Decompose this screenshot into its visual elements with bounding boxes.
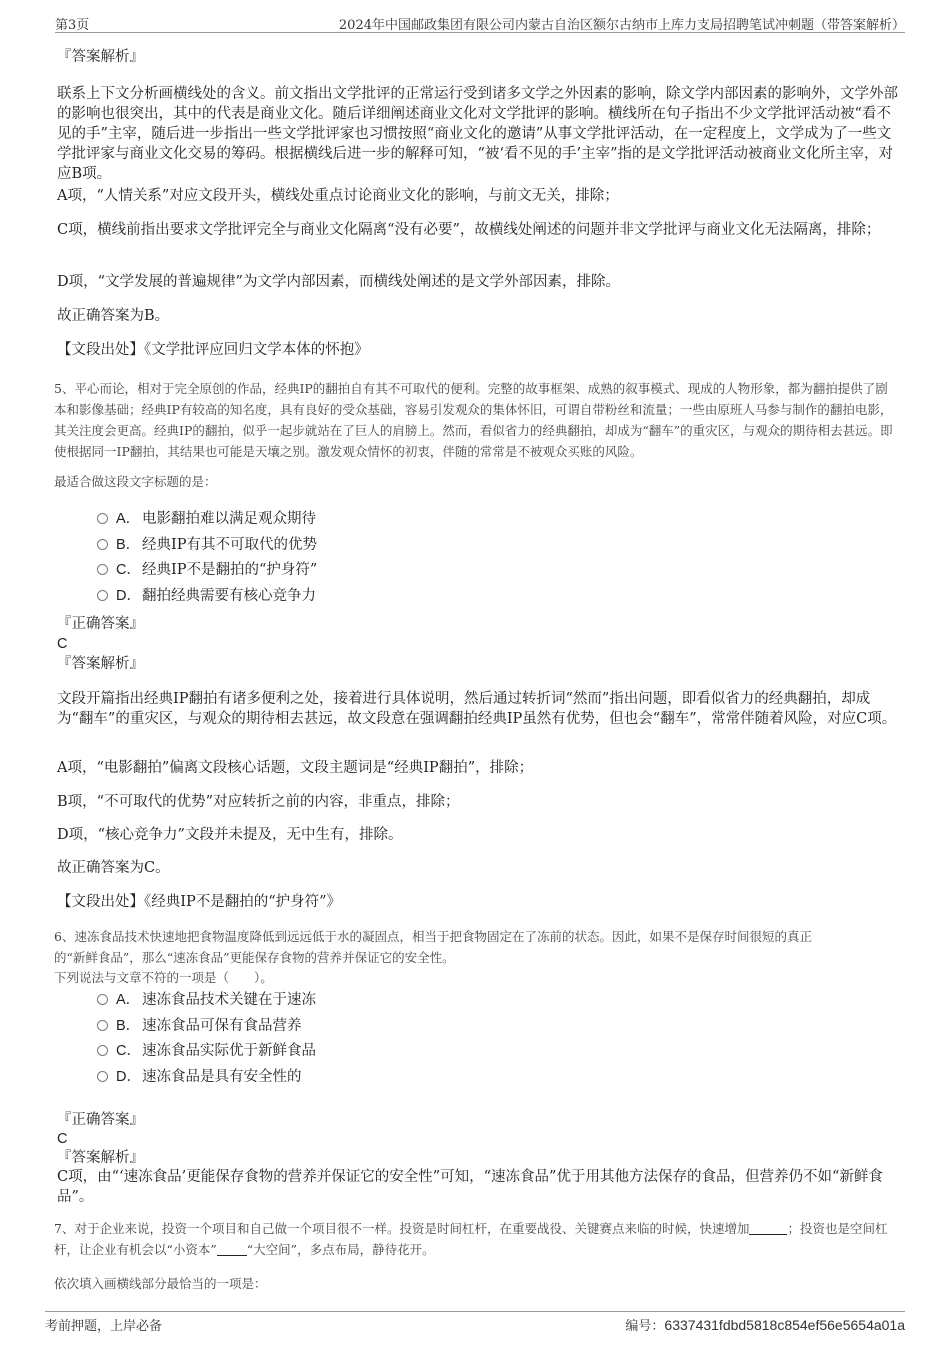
q5-source: 【文段出处】《经典IP不是翻拍的“护身符”》 xyxy=(57,894,342,910)
radio-icon[interactable] xyxy=(97,1020,108,1031)
radio-icon[interactable] xyxy=(97,1045,108,1056)
q6-option-d[interactable]: D．速冻食品是具有安全性的 xyxy=(97,1067,302,1087)
q6-stem-line1: 6、速冻食品技术快速地把食物温度降低到远远低于水的凝固点，相当于把食物固定在了冻前的状态。因此，如果不是保存时间很短的真正 xyxy=(54,929,812,944)
q4-analysis-option-d: D项，“文学发展的普遍规律”为文学内部因素，而横线处阐述的是文学外部因素，排除。 xyxy=(57,274,620,290)
radio-icon[interactable] xyxy=(97,1071,108,1082)
radio-icon[interactable] xyxy=(97,539,108,550)
footer-slogan: 考前押题，上岸必备 xyxy=(45,1319,163,1334)
q5-analysis-option-d: D项，“核心竞争力”文段并未提及，无中生有，排除。 xyxy=(57,827,403,843)
radio-icon[interactable] xyxy=(97,564,108,575)
q7-stem: 7、对于企业来说，投资一个项目和自己做一个项目很不一样。投资是时间杠杆，在重要战役、关键赛点来临的时候，快速增加 ；投资也是空间杠杆，让企业有机会以“小资本” “大空间”，多点布局，静待花开。 xyxy=(54,1221,888,1257)
q5-analysis-label: 『答案解析』 xyxy=(57,656,144,672)
q4-analysis-option-a: A项，“人情关系”对应文段开头，横线处重点讨论商业文化的影响，与前文无关，排除； xyxy=(57,188,619,204)
q6-analysis-label: 『答案解析』 xyxy=(57,1150,144,1166)
radio-icon[interactable] xyxy=(97,590,108,601)
q5-conclusion: 故正确答案为C。 xyxy=(57,860,170,876)
q5-option-c[interactable]: C．经典IP不是翻拍的“护身符” xyxy=(97,560,317,580)
page-header xyxy=(55,12,905,33)
q6-stem-line2: 的“新鲜食品”，那么“速冻食品”更能保存食物的营养并保证它的安全性。 xyxy=(54,950,455,965)
q5-analysis-option-a: A项，“电影翻拍”偏离文段核心话题，文段主题词是“经典IP翻拍”，排除； xyxy=(57,760,534,776)
q4-analysis-paragraph: 联系上下文分析画横线处的含义。前文指出文学批评的正常运行受到诸多文学之外因素的影响，除文学内部因素的影响外，文学外部的影响也很突出，其中的代表是商业文化。随后详细阐述商业文化对文学批评的影响。横线所在句子指出不少文学批评活动被“看不见的手”主宰，随后进一步指出一些文学批评家也习惯按照“商业文化的邀请”从事文学批评活动，在一定程度上，文学成为了一些文学批评家与商业文化交易的筹码。根据横线后进一步的解释可知，“被‘看不见的手’主宰”指的是文学批评活动被商业文化所主宰，对应B项。 xyxy=(57,86,898,182)
document-title: 2024年中国邮政集团有限公司内蒙古自治区额尔古纳市上库力支局招聘笔试冲刺题（带答案解析） xyxy=(338,18,905,33)
q5-analysis-option-b: B项，“不可取代的优势”对应转折之前的内容，非重点，排除； xyxy=(57,794,460,810)
q6-answer-label: 『正确答案』 xyxy=(57,1112,144,1128)
fill-blank-2[interactable] xyxy=(217,1241,247,1256)
radio-icon[interactable] xyxy=(97,994,108,1005)
fill-blank-1[interactable] xyxy=(749,1220,787,1235)
page-number: 第3页 xyxy=(55,18,90,33)
q7-question: 依次填入画横线部分最恰当的一项是： xyxy=(54,1276,267,1291)
footer-code: 编号：6337431fdbd5818c854ef56e5654a01a xyxy=(625,1317,905,1334)
radio-icon[interactable] xyxy=(97,513,108,524)
q5-option-a[interactable]: A． 电影翻拍难以满足观众期待 xyxy=(97,509,316,529)
q6-option-c[interactable]: C．速冻食品实际优于新鲜食品 xyxy=(97,1041,316,1061)
q5-analysis-paragraph: 文段开篇指出经典IP翻拍有诸多便利之处，接着进行具体说明，然后通过转折词“然而”指出问题，即看似省力的经典翻拍，却成为“翻车”的重灾区，与观众的期待相去甚远，故文段意在强调翻拍经典IP虽然有优势，但也会“翻车”，常常伴随着风险，对应C项。 xyxy=(57,691,897,727)
q6-analysis-paragraph: C项，由“‘速冻食品’更能保存食物的营养并保证它的安全性”可知，“速冻食品”优于用其他方法保存的食品，但营养仍不如“新鲜食品”。 xyxy=(57,1169,883,1205)
q4-source: 【文段出处】《文学批评应回归文学本体的怀抱》 xyxy=(57,342,369,358)
q5-question: 最适合做这段文字标题的是： xyxy=(54,474,217,489)
q5-option-d[interactable]: D．翻拍经典需要有核心竞争力 xyxy=(97,586,316,606)
q6-answer: C xyxy=(57,1131,68,1147)
q4-analysis-label: 『答案解析』 xyxy=(57,49,144,65)
q4-conclusion: 故正确答案为B。 xyxy=(57,308,170,324)
q6-question: 下列说法与文章不符的一项是（ ）。 xyxy=(54,970,273,985)
q5-stem: 5、平心而论，相对于完全原创的作品，经典IP的翻拍自有其不可取代的便利。完整的故事框架、成熟的叙事模式、现成的人物形象，都为翻拍提供了剧本和影像基础；经典IP有较高的知名度，具有良好的受众基础，容易引发观众的集体怀旧，可谓自带粉丝和流量；一些由原班人马参与制作的翻拍电影，其关注度会更高。经典IP的翻拍，似乎一起步就站在了巨人的肩膀上。然而，看似省力的经典翻拍，却成为“翻车”的重灾区，与观众的期待相去甚远。即使根据同一IP翻拍，其结果也可能是天壤之别。激发观众情怀的初衷，伴随的常常是不被观众买账的风险。 xyxy=(54,381,893,459)
page-footer xyxy=(45,1311,905,1336)
q5-answer-label: 『正确答案』 xyxy=(57,616,144,632)
q4-analysis-option-c: C项，横线前指出要求文学批评完全与商业文化隔离“没有必要”，故横线处阐述的问题并非文学批评与商业文化无法隔离，排除； xyxy=(57,222,881,238)
q6-option-a[interactable]: A． 速冻食品技术关键在于速冻 xyxy=(97,990,316,1010)
q5-answer: C xyxy=(57,636,68,652)
q5-option-b[interactable]: B． 经典IP有其不可取代的优势 xyxy=(97,535,317,555)
q6-option-b[interactable]: B． 速冻食品可保有食品营养 xyxy=(97,1016,302,1036)
